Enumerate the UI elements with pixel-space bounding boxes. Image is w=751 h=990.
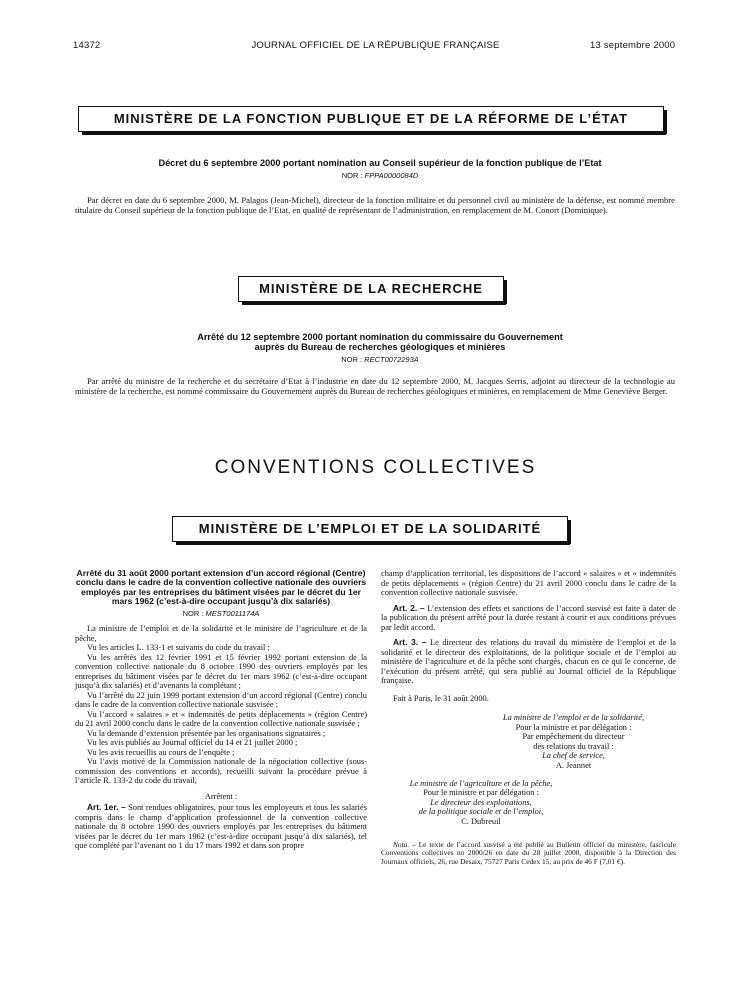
article-3	[381, 638, 676, 686]
nor-line	[60, 355, 700, 364]
arrete-title: Arrêté du 31 août 2000 portant extension d’un accord régional (Centre) conclu dans le cadre de la convention collective nationale des ouvriers employés par les entreprises du bâtiment visées par le décret du 1er mars 1962 (c’est-à-dire occupant jusqu’à dix salariés)	[75, 568, 367, 607]
signature-line: Pour le ministre et par délégation :	[423, 788, 539, 798]
right-column	[381, 569, 676, 866]
page-number: 14372	[73, 40, 101, 51]
article-1-continued: champ d’application territorial, les dispositions de l’accord « salaires » et « indemnités de petits déplacements » (région Centre) du 21 avril 2000 conclu dans le cadre de la convention collective nationale susvisée.	[381, 569, 676, 597]
signature-line: de la politique sociale et de l’emploi,	[418, 807, 544, 817]
article-text: Le directeur des relations du travail du ministère de l’emploi et de la solidarité et le directeur des exploitations, de la politique sociale et de l’emploi au ministère de l’agriculture et de la pêche sont chargés, chacun en ce qui le concerne, de l’exécution du présent arrêté, qui sera publié au Journal officiel de la République française.	[381, 638, 676, 685]
nor-code: RECT0072293A	[364, 355, 419, 364]
nor-label: NOR :	[182, 608, 204, 618]
signature-line: La chef de service,	[542, 751, 605, 761]
nota	[381, 841, 676, 867]
ministry-title: MINISTÈRE DE LA RECHERCHE	[259, 281, 483, 296]
article-label: Art. 3. –	[393, 637, 427, 647]
nota-label: Nota. –	[393, 839, 416, 849]
nor-code: FPPA0000084D	[364, 171, 419, 180]
ministry-box-emploi	[172, 516, 568, 542]
visa-paragraph: Vu la demande d’extension présentée par les organisations signataires ;	[87, 728, 326, 738]
nor-code: MEST0011174A	[205, 608, 260, 618]
conventions-heading: CONVENTIONS COLLECTIVES	[214, 457, 537, 478]
signature-line: La ministre de l’emploi et de la solidarité,	[502, 713, 645, 722]
visa-paragraph: Vu l’accord « salaires » et « indemnités de petits déplacements » (région Centre) du 21 avril 2000 conclu dans le cadre de la convention collective nationale susvisée ;	[75, 709, 367, 729]
article-text: Sont rendues obligatoires, pour tous les employeurs et tous les salariés compris dans le champ d’application professionnel de la convention collective nationale du 8 octobre 1990 des ouvriers employés par les entreprises du bâtiment visées par le décret du 1er mars 1962 (c’est-à-dire occupant jusqu’à dix salariés), tel que complété par l’avenant no 1 du 17 mars 1992 et dans son propre	[75, 803, 367, 851]
arretent: Arrêtent :	[204, 791, 238, 801]
article-label: Art. 2. –	[393, 602, 425, 613]
issue-date: 13 septembre 2000	[590, 40, 676, 51]
nor-label: NOR :	[341, 171, 363, 180]
signature-line: Le ministre de l’agriculture et de la pêche,	[409, 778, 553, 788]
decree-title: Décret du 6 septembre 2000 portant nomination au Conseil supérieur de la fonction publique de l’Etat	[158, 158, 602, 168]
arrete-text	[75, 377, 675, 396]
visa-paragraph: Vu l’avis motivé de la Commission nationale de la négociation collective (sous-commission des conventions et accords), recueilli suivant la procédure prévue à l’article R. 133-2 du code du travail,	[75, 757, 367, 786]
title-line: auprès du Bureau de recherches géologiques et minières	[254, 342, 506, 352]
signature-block-emploi	[381, 713, 676, 771]
signatory-name: A. Jeannet	[555, 760, 592, 770]
signature-line: Par empêchement du directeur	[522, 732, 625, 742]
article-2	[381, 604, 676, 633]
ministry-box-recherche	[238, 276, 504, 302]
nor-label: NOR :	[341, 355, 363, 364]
ministry-title: MINISTÈRE DE LA FONCTION PUBLIQUE ET DE LA RÉFORME DE L’ÉTAT	[113, 111, 629, 126]
article-1	[75, 803, 367, 851]
paragraph: Par décret en date du 6 septembre 2000, M. Palagos (Jean-Michel), directeur de la fonction militaire et du personnel civil au ministère de la défense, est nommé membre titulaire du Conseil supérieur de la fonction publique de l’Etat, en qualité de représentant de l’administration, en remplacement de M. Conort (Dominique).	[75, 195, 675, 215]
nota-text: Le texte de l’accord susvisé a été publié au Bulletin officiel du ministère, fascicule Conventions collectives no 2000/26 en date du 28 juillet 2000, disponible à la Direction des Journaux officiels, 26, rue Desaix, 75727 Paris Cedex 15, au prix de 46 F (7,01 €).	[381, 839, 677, 866]
nor-line	[60, 171, 700, 180]
signatory-name: C. Dubreuil	[461, 816, 501, 826]
signature-line: Pour la ministre et par délégation :	[515, 722, 632, 732]
visa-paragraph: Vu les avis publiés au Journal officiel du 14 et 21 juillet 2000 ;	[87, 738, 298, 748]
article-label: Art. 1er. –	[87, 802, 126, 813]
signature-block-agriculture	[381, 779, 581, 827]
visa-paragraph: Vu les arrêtés des 12 février 1991 et 15 février 1992 portant extension de la convention collective nationale du 8 octobre 1990 des ouvriers employés par les entreprises du bâtiment visées par le décret du 1er mars 1962 (c’est-à-dire occupant jusqu’à dix salariés) et d’avenants la complétant ;	[75, 652, 367, 691]
visa-paragraph: Vu l’arrêté du 22 juin 1999 portant extension d’un accord régional (Centre) conclu dans le cadre de la convention collective nationale susvisée ;	[75, 690, 367, 710]
title-line: Arrêté du 12 septembre 2000 portant nomination du commissaire du Gouvernement	[197, 332, 563, 342]
paragraph: Par arrêté du ministre de la recherche et du secrétaire d’Etat à l’industrie en date du 12 septembre 2000, M. Jacques Serris, adjoint au directeur de la technologie au ministère de la recherche, est nommé commissaire du Gouvernement auprès du Bureau de recherches géologiques et minières, en remplacement de Mme Geneviève Berger.	[75, 376, 675, 396]
ministry-box-fonction-publique	[78, 106, 664, 132]
visa-paragraph: La ministre de l’emploi et de la solidarité et le ministre de l’agriculture et de la pêche,	[75, 624, 367, 643]
signature-line: des relations du travail :	[533, 741, 614, 751]
signature-line: Le directeur des exploitations,	[430, 797, 532, 807]
journal-title: JOURNAL OFFICIEL DE LA RÉPUBLIQUE FRANÇAISE	[251, 40, 500, 51]
decree-text	[75, 196, 675, 215]
visa-paragraph: Vu les avis recueillis au cours de l’enquête ;	[87, 747, 235, 757]
visa-paragraph: Vu les articles L. 133-1 et suivants du code du travail ;	[87, 643, 270, 653]
arrete-title	[60, 332, 700, 352]
article-text: L’extension des effets et sanctions de l’accord susvisé est faite à dater de la publication du présent arrêté pour la durée restant à courir et aux conditions prévues par ledit accord.	[381, 603, 676, 632]
ministry-title: MINISTÈRE DE L’EMPLOI ET DE LA SOLIDARITÉ	[198, 521, 542, 536]
fait-line: Fait à Paris, le 31 août 2000.	[393, 693, 489, 703]
nor-line	[75, 609, 367, 619]
left-column	[75, 569, 367, 851]
